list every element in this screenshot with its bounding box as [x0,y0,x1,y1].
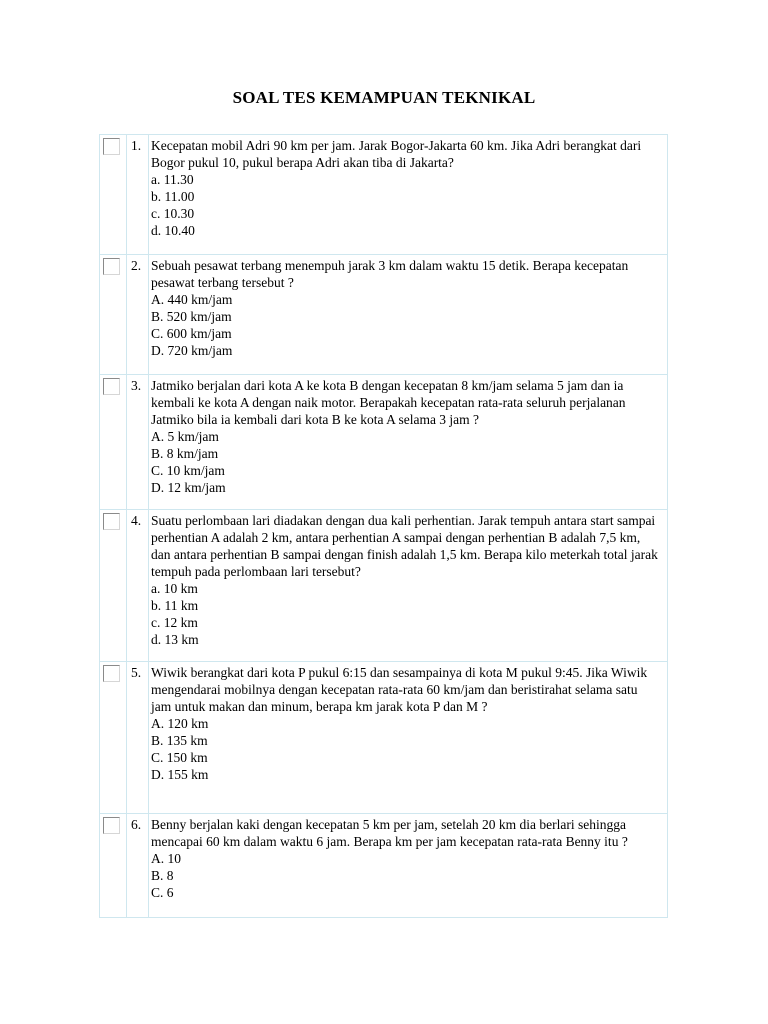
question-number: 5. [131,665,142,680]
answer-option: A. 440 km/jam [151,292,233,307]
question-text: Suatu perlombaan lari diadakan dengan dua kali perhentian. Jarak tempuh antara start sampai perhentian A adalah 2 km, antara perhentian A sampai dengan perhentian B adalah 7,5 km, dan antara perhentian B sampai dengan finish adalah 1,5 km. Berapa kilo meterkah total jarak tempuh pada perlombaan lari tersebut? [151,513,658,579]
answer-checkbox[interactable] [103,665,120,682]
page-title: SOAL TES KEMAMPUAN TEKNIKAL [232,88,536,107]
answer-option: B. 135 km [151,733,208,748]
answer-option: D. 155 km [151,767,209,782]
question-row [99,661,668,813]
question-number: 4. [131,513,142,528]
answer-option: A. 5 km/jam [151,429,219,444]
question-body [151,375,667,504]
answer-option: D. 720 km/jam [151,343,233,358]
question-body [151,662,667,791]
question-row [99,813,668,918]
question-text: Benny berjalan kaki dengan kecepatan 5 km per jam, setelah 20 km dia berlari sehingga mencapai 60 km dalam waktu 6 jam. Berapa km per jam kecepatan rata-rata Benny itu ? [151,817,628,849]
question-list [99,134,668,918]
answer-option: C. 6 [151,885,174,900]
answer-option: a. 10 km [151,581,198,596]
question-row [99,374,668,509]
question-number: 2. [131,258,142,273]
answer-checkbox[interactable] [103,138,120,155]
question-row [99,134,668,254]
answer-option: A. 120 km [151,716,209,731]
question-number: 1. [131,138,142,153]
question-body [151,510,667,656]
question-text: Kecepatan mobil Adri 90 km per jam. Jarak Bogor-Jakarta 60 km. Jika Adri berangkat dari Bogor pukul 10, pukul berapa Adri akan tiba di Jakarta? [151,138,642,170]
question-body [151,814,667,909]
answer-option: C. 10 km/jam [151,463,225,478]
answer-checkbox[interactable] [103,817,120,834]
answer-option: a. 11.30 [151,172,194,187]
answer-option: A. 10 [151,851,181,866]
answer-option: B. 520 km/jam [151,309,232,324]
answer-option: c. 10.30 [151,206,195,221]
question-body [151,255,667,367]
answer-option: B. 8 [151,868,174,883]
answer-option: c. 12 km [151,615,198,630]
question-text: Wiwik berangkat dari kota P pukul 6:15 dan sesampainya di kota M pukul 9:45. Jika Wiwik mengendarai mobilnya dengan kecepatan rata-rata 60 km/jam dan beristirahat selama satu jam untuk makan dan minum, berapa km jarak kota P dan M ? [151,665,648,714]
question-text: Sebuah pesawat terbang menempuh jarak 3 km dalam waktu 15 detik. Berapa kecepatan pesawat terbang tersebut ? [151,258,629,290]
question-number: 6. [131,817,142,832]
answer-option: d. 10.40 [151,223,195,238]
answer-option: C. 600 km/jam [151,326,232,341]
answer-checkbox[interactable] [103,378,120,395]
question-number: 3. [131,378,142,393]
question-text: Jatmiko berjalan dari kota A ke kota B dengan kecepatan 8 km/jam selama 5 jam dan ia kembali ke kota A dengan naik motor. Berapakah kecepatan rata-rata seluruh perjalanan Jatmiko bila ia kembali dari kota B ke kota A selama 3 jam ? [151,378,626,427]
answer-option: b. 11.00 [151,189,195,204]
answer-checkbox[interactable] [103,258,120,275]
answer-option: b. 11 km [151,598,199,613]
answer-option: B. 8 km/jam [151,446,219,461]
answer-checkbox[interactable] [103,513,120,530]
answer-option: C. 150 km [151,750,208,765]
answer-option: d. 13 km [151,632,199,647]
question-row [99,509,668,661]
question-row [99,254,668,374]
answer-option: D. 12 km/jam [151,480,226,495]
question-body [151,135,667,247]
